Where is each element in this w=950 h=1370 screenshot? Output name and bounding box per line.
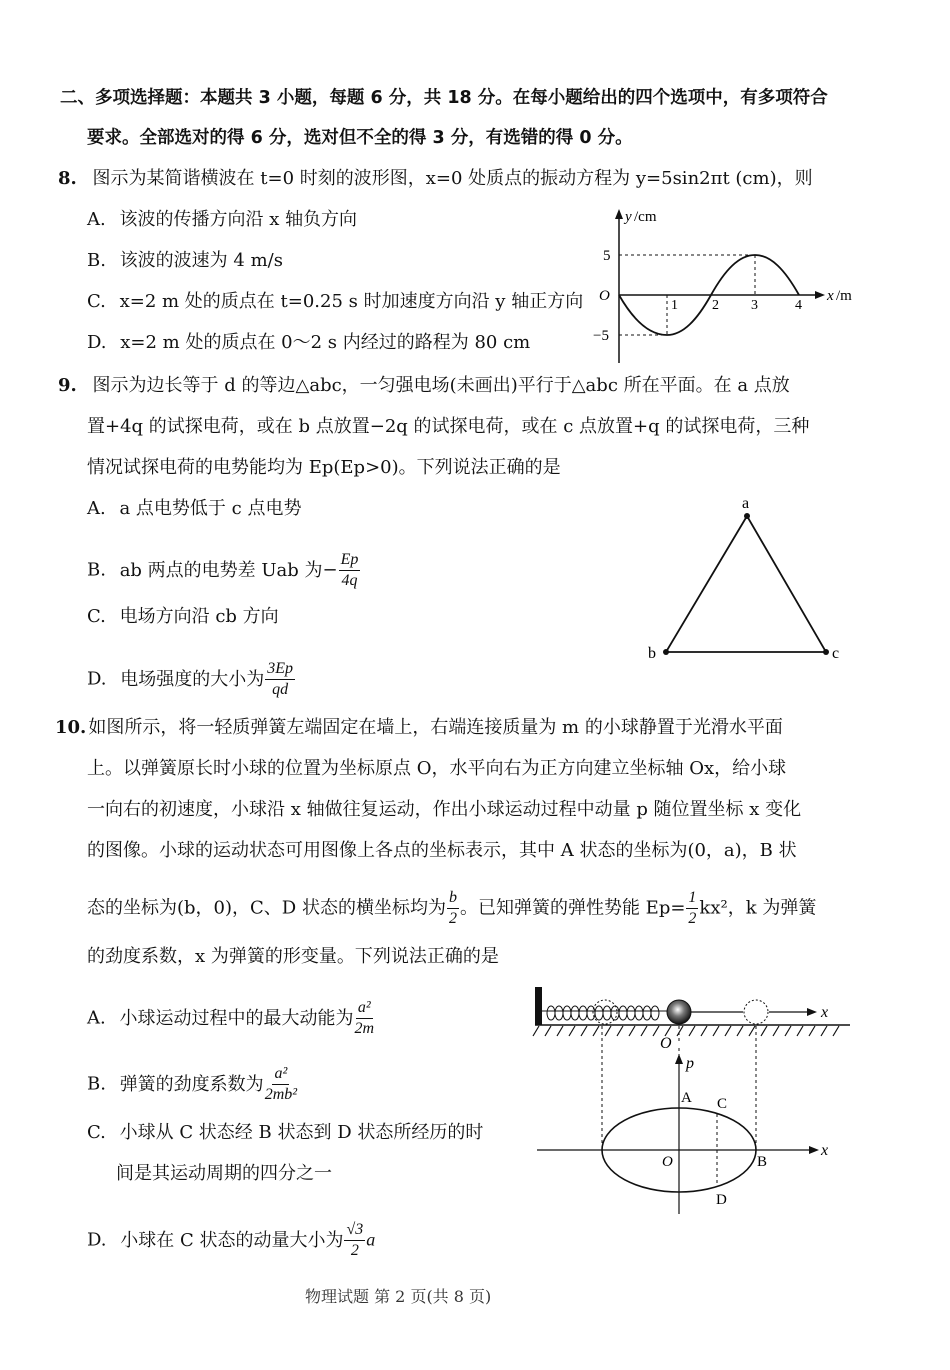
svg-text:b: b bbox=[648, 645, 656, 662]
option-label: D. bbox=[87, 1229, 107, 1251]
svg-text:a: a bbox=[742, 495, 750, 512]
svg-text:x: x bbox=[821, 1004, 829, 1021]
option-b[interactable] bbox=[87, 1066, 298, 1103]
ball-icon bbox=[667, 1000, 691, 1024]
svg-text:1: 1 bbox=[671, 298, 678, 313]
question-stem-line1: 图示为边长等于 d 的等边△abc，一匀强电场(未画出)平行于△abc 所在平面。在 a 点放 bbox=[92, 375, 790, 396]
fraction: $\frac{3Ep}{qd}$ bbox=[267, 660, 294, 698]
option-text: 弹簧的劲度系数为 bbox=[119, 1073, 264, 1095]
option-a[interactable] bbox=[87, 497, 301, 521]
section-header-line1: 二、多项选择题：本题共 3 小题，每题 6 分，共 18 分。在每小题给出的四个选项中，有多项符合 bbox=[60, 88, 828, 108]
option-c[interactable] bbox=[87, 290, 583, 314]
option-b[interactable] bbox=[87, 552, 361, 589]
wave-graph-figure bbox=[585, 205, 865, 370]
option-a[interactable] bbox=[87, 1000, 375, 1037]
option-label: A. bbox=[87, 209, 106, 230]
option-text: ab 两点的电势差 Uab 为 bbox=[119, 559, 323, 581]
svg-text:3: 3 bbox=[751, 298, 758, 313]
svg-text:x: x bbox=[821, 1142, 829, 1159]
option-d[interactable]: D. 小球在 C 状态的动量大小为 $\frac{√3}{2}$ a bbox=[87, 1221, 376, 1259]
option-label: C. bbox=[87, 291, 106, 312]
question-stem-line2: 上。以弹簧原长时小球的位置为坐标原点 O，水平向右为正方向建立坐标轴 Ox，给小球 bbox=[87, 758, 787, 779]
fraction: $\frac{Ep}{4q}$ bbox=[340, 551, 359, 589]
svg-text:x: x bbox=[827, 288, 834, 304]
fraction: $\frac{1}{2}$ bbox=[688, 889, 697, 927]
svg-text:D: D bbox=[716, 1192, 727, 1208]
question-number: 9. bbox=[58, 375, 77, 396]
option-text: 该波的传播方向沿 x 轴负方向 bbox=[119, 209, 358, 230]
question-stem-line2: 置+4q 的试探电荷，或在 b 点放置−2q 的试探电荷，或在 c 点放置+q 的试探电荷，三种 bbox=[87, 416, 810, 437]
question-number: 8. bbox=[58, 168, 77, 189]
option-label: A. bbox=[87, 1007, 106, 1029]
question-stem-line6: 的劲度系数，x 为弹簧的形变量。下列说法正确的是 bbox=[87, 946, 499, 967]
svg-text:A: A bbox=[681, 1090, 692, 1106]
minus-sign: − bbox=[322, 559, 338, 581]
question-number: 10. bbox=[55, 717, 87, 738]
page-footer: 物理试题 第 2 页(共 8 页) bbox=[305, 1287, 492, 1306]
svg-text:4: 4 bbox=[795, 298, 802, 313]
svg-text:O: O bbox=[660, 1035, 672, 1052]
option-label: B. bbox=[87, 250, 106, 271]
svg-text:5: 5 bbox=[603, 248, 611, 264]
question-stem: 图示为某简谐横波在 t=0 时刻的波形图，x=0 处质点的振动方程为 y=5sin2πt (cm)，则 bbox=[92, 168, 813, 189]
option-label: D. bbox=[87, 668, 107, 690]
option-label: C. bbox=[87, 1122, 106, 1143]
svg-text:p: p bbox=[686, 1055, 694, 1072]
question-stem-line4: 的图像。小球的运动状态可用图像上各点的坐标表示，其中 A 状态的坐标为(0，a)，B 状 bbox=[87, 840, 797, 861]
svg-text:/m: /m bbox=[836, 288, 852, 304]
option-text: 电场方向沿 cb 方向 bbox=[119, 606, 279, 627]
svg-text:/cm: /cm bbox=[634, 209, 657, 225]
option-text: a 点电势低于 c 点电势 bbox=[119, 498, 302, 519]
fraction: $\frac{b}{2}$ bbox=[448, 889, 457, 927]
svg-text:2: 2 bbox=[712, 298, 719, 313]
option-d[interactable] bbox=[87, 331, 530, 355]
triangle-figure bbox=[640, 492, 860, 667]
spring-momentum-figure bbox=[525, 982, 855, 1222]
option-label: C. bbox=[87, 606, 106, 627]
option-text: 小球在 C 状态的动量大小为 bbox=[120, 1229, 344, 1251]
question-stem-line1: 如图所示，将一轻质弹簧左端固定在墙上，右端连接质量为 m 的小球静置于光滑水平面 bbox=[88, 717, 783, 738]
option-text: 小球运动过程中的最大动能为 bbox=[119, 1007, 354, 1029]
option-label: B. bbox=[87, 559, 106, 581]
option-text: 小球从 C 状态经 B 状态到 D 状态所经历的时 bbox=[119, 1122, 484, 1143]
question-stem-line3: 一向右的初速度，小球沿 x 轴做往复运动，作出小球运动过程中动量 p 随位置坐标 x 变化 bbox=[87, 799, 802, 820]
option-label: D. bbox=[87, 332, 107, 353]
option-a[interactable] bbox=[87, 208, 357, 232]
question-stem-line3: 情况试探电荷的电势能均为 Ep(Ep>0)。下列说法正确的是 bbox=[87, 457, 561, 478]
fraction: $\frac{\text{a²}}{\text{2mb²}}$ bbox=[264, 1065, 298, 1103]
fraction: $\frac{√3}{2}$ bbox=[346, 1221, 364, 1259]
svg-text:C: C bbox=[717, 1096, 728, 1112]
svg-text:c: c bbox=[832, 645, 840, 662]
wall-icon bbox=[535, 987, 542, 1025]
option-label: B. bbox=[87, 1073, 106, 1095]
option-c-continued: 间是其运动周期的四分之一 bbox=[116, 1163, 332, 1184]
svg-text:O: O bbox=[662, 1154, 673, 1170]
svg-text:−5: −5 bbox=[593, 328, 609, 344]
svg-text:B: B bbox=[757, 1154, 768, 1170]
y-axis-label: y bbox=[625, 209, 632, 225]
option-text: 电场强度的大小为 bbox=[120, 668, 265, 690]
option-d[interactable] bbox=[87, 661, 296, 698]
question-stem-line5: 态的坐标为(b，0)，C、D 状态的横坐标均为 $\frac{b}{2}$ 。已知弹簧的弹性势能 Ep= $\frac{1}{2}$ kx²，k 为弹簧 bbox=[87, 889, 817, 927]
option-label: A. bbox=[87, 498, 106, 519]
option-text: x=2 m 处的质点在 t=0.25 s 时加速度方向沿 y 轴正方向 bbox=[119, 291, 584, 312]
svg-text:O: O bbox=[599, 288, 610, 304]
option-text: x=2 m 处的质点在 0～2 s 内经过的路程为 80 cm bbox=[120, 332, 531, 353]
section-header-line2: 要求。全部选对的得 6 分，选对但不全的得 3 分，有选错的得 0 分。 bbox=[87, 128, 633, 148]
fraction: $\frac{\text{a²}}{2m}$ bbox=[354, 999, 375, 1037]
option-text: 该波的波速为 4 m/s bbox=[119, 250, 283, 271]
option-c[interactable] bbox=[87, 605, 279, 629]
option-c[interactable] bbox=[87, 1121, 483, 1145]
option-b[interactable] bbox=[87, 249, 283, 273]
